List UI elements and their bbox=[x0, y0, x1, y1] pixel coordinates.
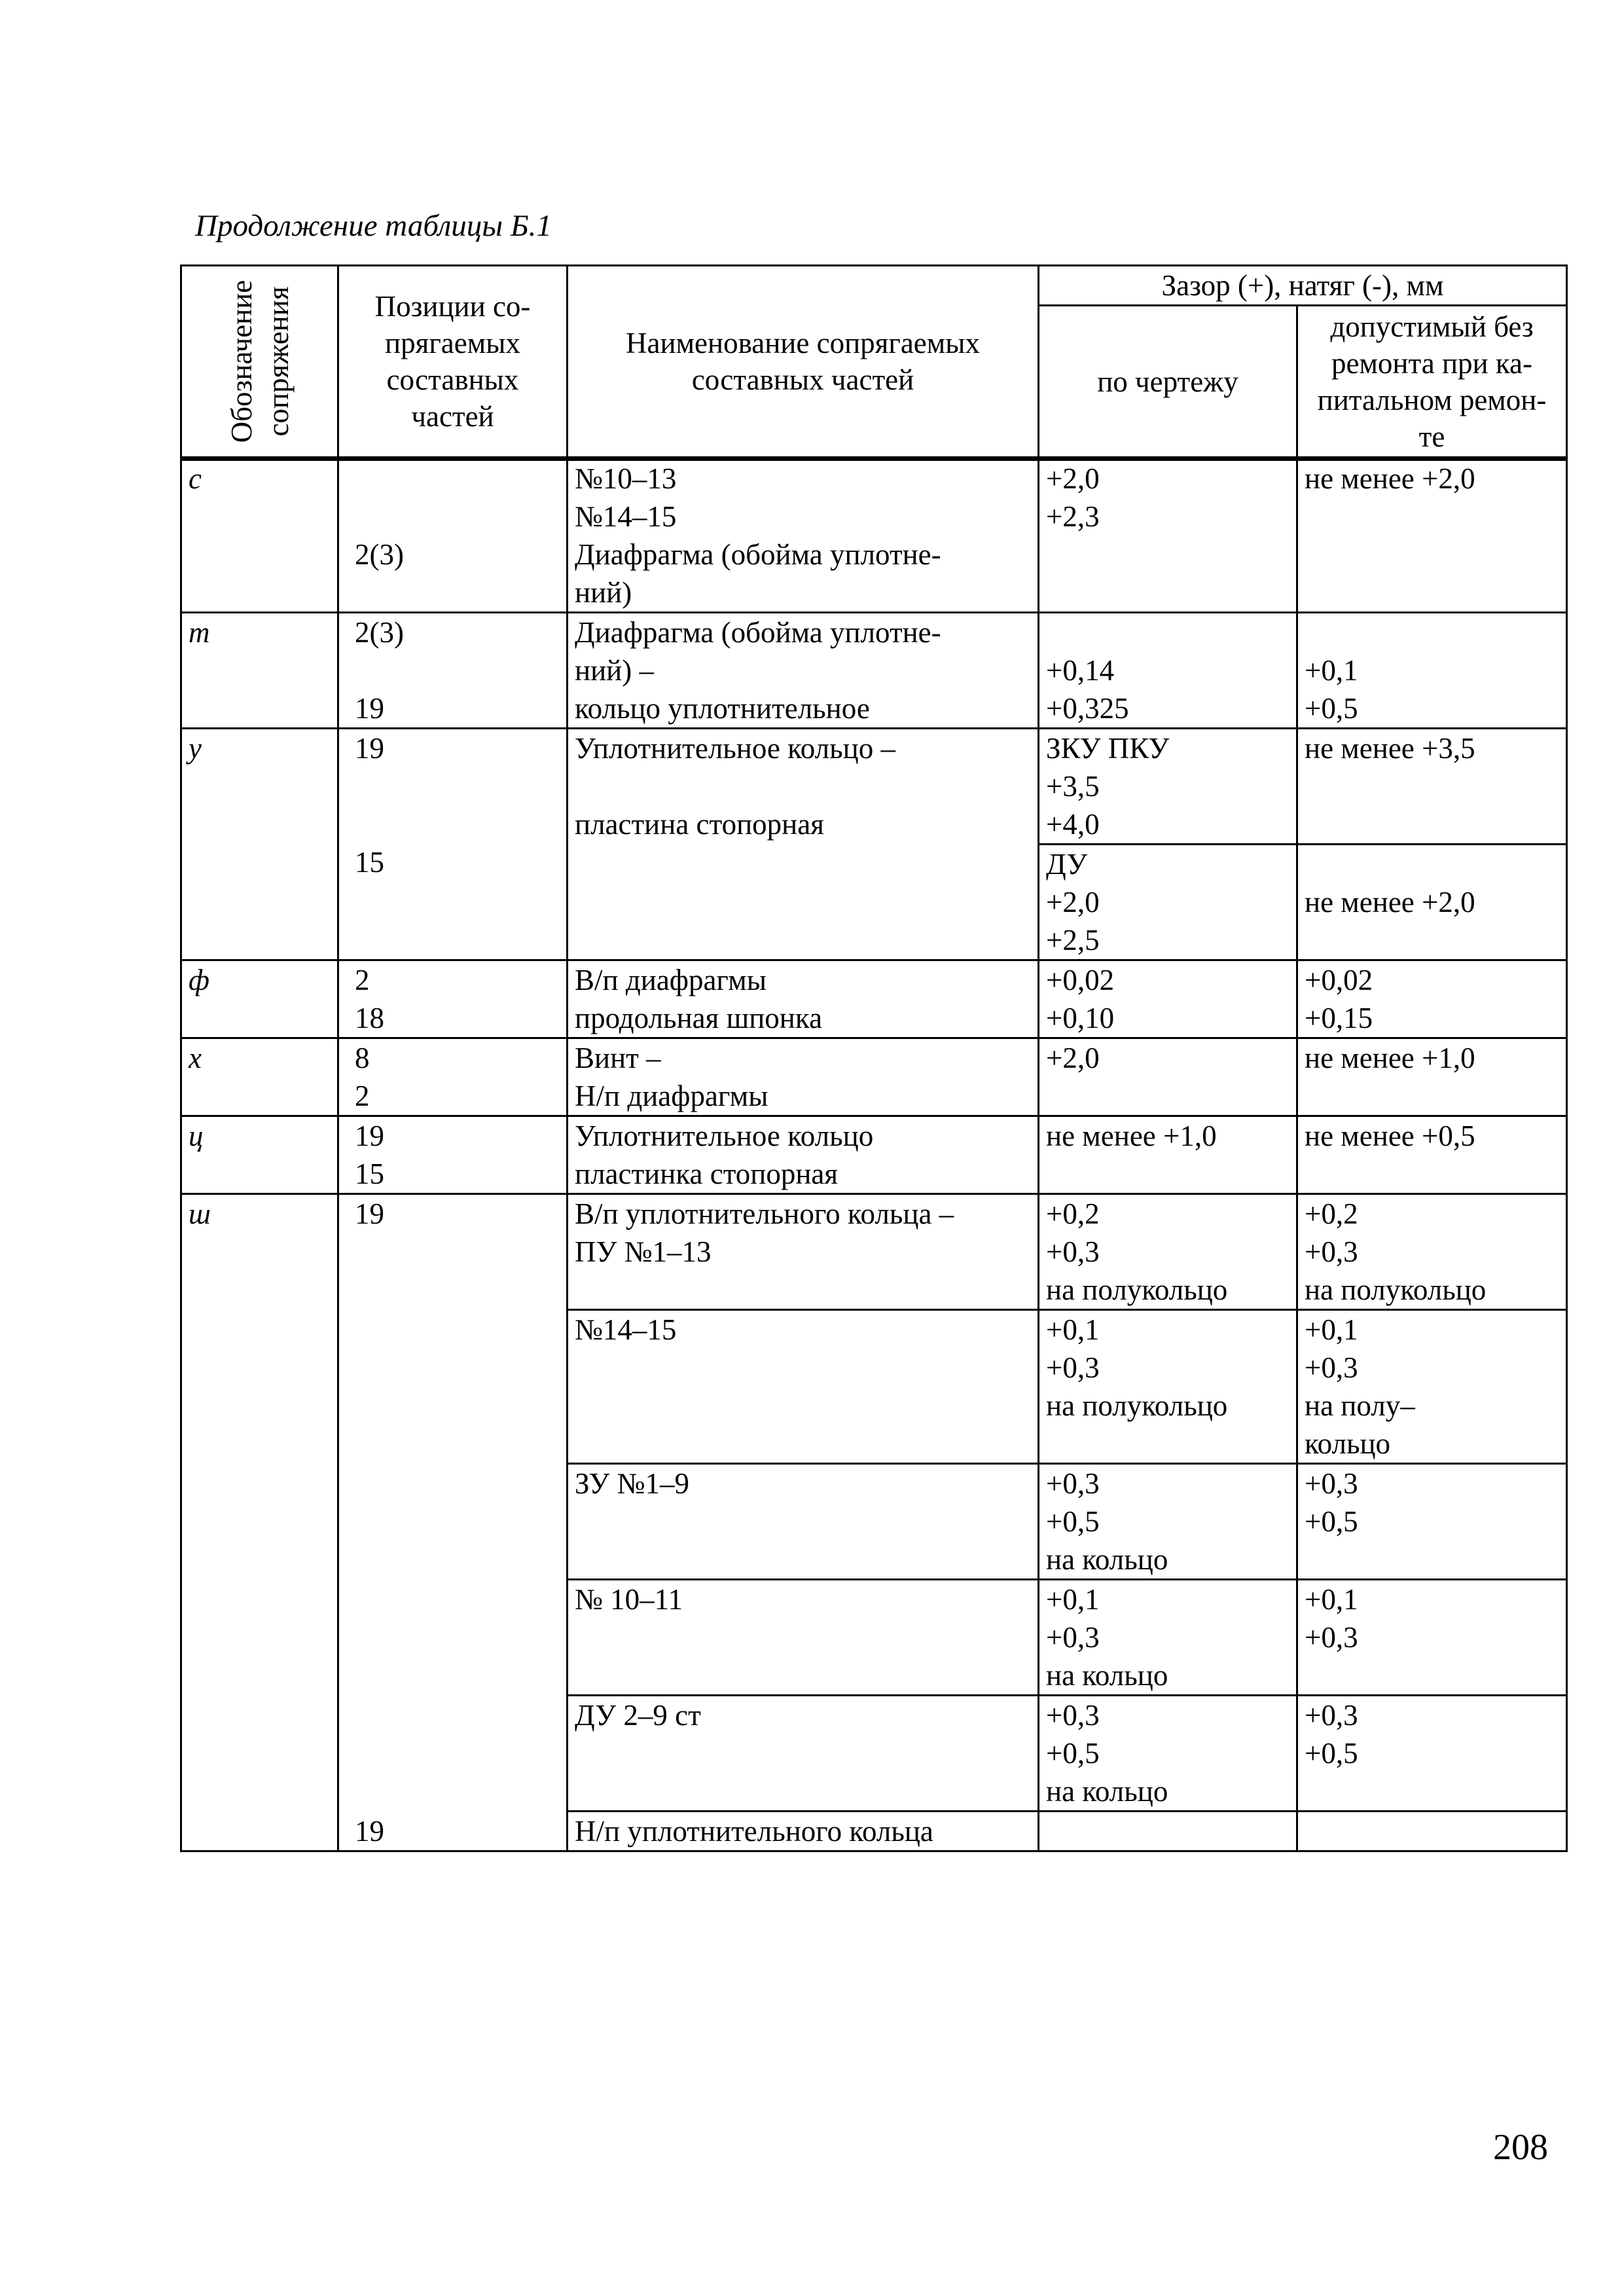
table-row: ш 19 19 В/п уплотнительного кольца – ПУ №1–13 +0,2 +0,3 на полукольцо +0,2 +0,3 на полукольцо bbox=[181, 1194, 1567, 1310]
table-row: ф 2 18 В/п диафрагмы продольная шпонка +0,02 +0,10 +0,02 +0,15 bbox=[181, 960, 1567, 1038]
table-row: т 2(3) 19 Диафрагма (обойма уплотне- ний) – кольцо уплотнительное +0,14 +0,325 +0,1 +0,5 bbox=[181, 613, 1567, 729]
table-row: № 10–11 +0,1 +0,3 на кольцо +0,1 +0,3 bbox=[181, 1580, 1567, 1696]
mating-table bbox=[180, 264, 1568, 1852]
table-row: ЗУ №1–9 +0,3 +0,5 на кольцо +0,3 +0,5 bbox=[181, 1464, 1567, 1580]
table-row: №14–15 +0,1 +0,3 на полукольцо +0,1 +0,3 на полу– кольцо bbox=[181, 1310, 1567, 1464]
header-by-drawing: по чертежу bbox=[1039, 306, 1297, 459]
table-row: ДУ 2–9 ст +0,3 +0,5 на кольцо +0,3 +0,5 bbox=[181, 1696, 1567, 1812]
table-row: с 2(3) №10–13 №14–15 Диафрагма (обойма уплотне- ний) +2,0 +2,3 не менее +2,0 bbox=[181, 459, 1567, 613]
header-row-1 bbox=[181, 266, 1567, 306]
header-allowed: допустимый без ремонта при ка- питальном ремон- те bbox=[1297, 306, 1567, 459]
table-caption: Продолжение таблицы Б.1 bbox=[195, 209, 552, 243]
table-row: Н/п уплотнительного кольца bbox=[181, 1812, 1567, 1851]
header-gap-group: Зазор (+), натяг (-), мм bbox=[1039, 266, 1567, 306]
table-row: х 8 2 Винт – Н/п диафрагмы +2,0 не менее +1,0 bbox=[181, 1038, 1567, 1116]
table-row: у 19 15 Уплотнительное кольцо – пластина стопорная ЗКУ ПКУ +3,5 +4,0 не менее +3,5 bbox=[181, 729, 1567, 845]
header-designation: Обозначение сопряжения bbox=[181, 266, 338, 459]
page-number: 208 bbox=[1493, 2127, 1548, 2168]
header-name: Наименование сопрягаемых составных частей bbox=[568, 266, 1039, 459]
table-row: ц 19 15 Уплотнительное кольцо пластинка стопорная не менее +1,0 не менее +0,5 bbox=[181, 1116, 1567, 1194]
table-row: ДУ +2,0 +2,5 не менее +2,0 bbox=[181, 845, 1567, 960]
header-positions: Позиции со- прягаемых составных частей bbox=[338, 266, 568, 459]
